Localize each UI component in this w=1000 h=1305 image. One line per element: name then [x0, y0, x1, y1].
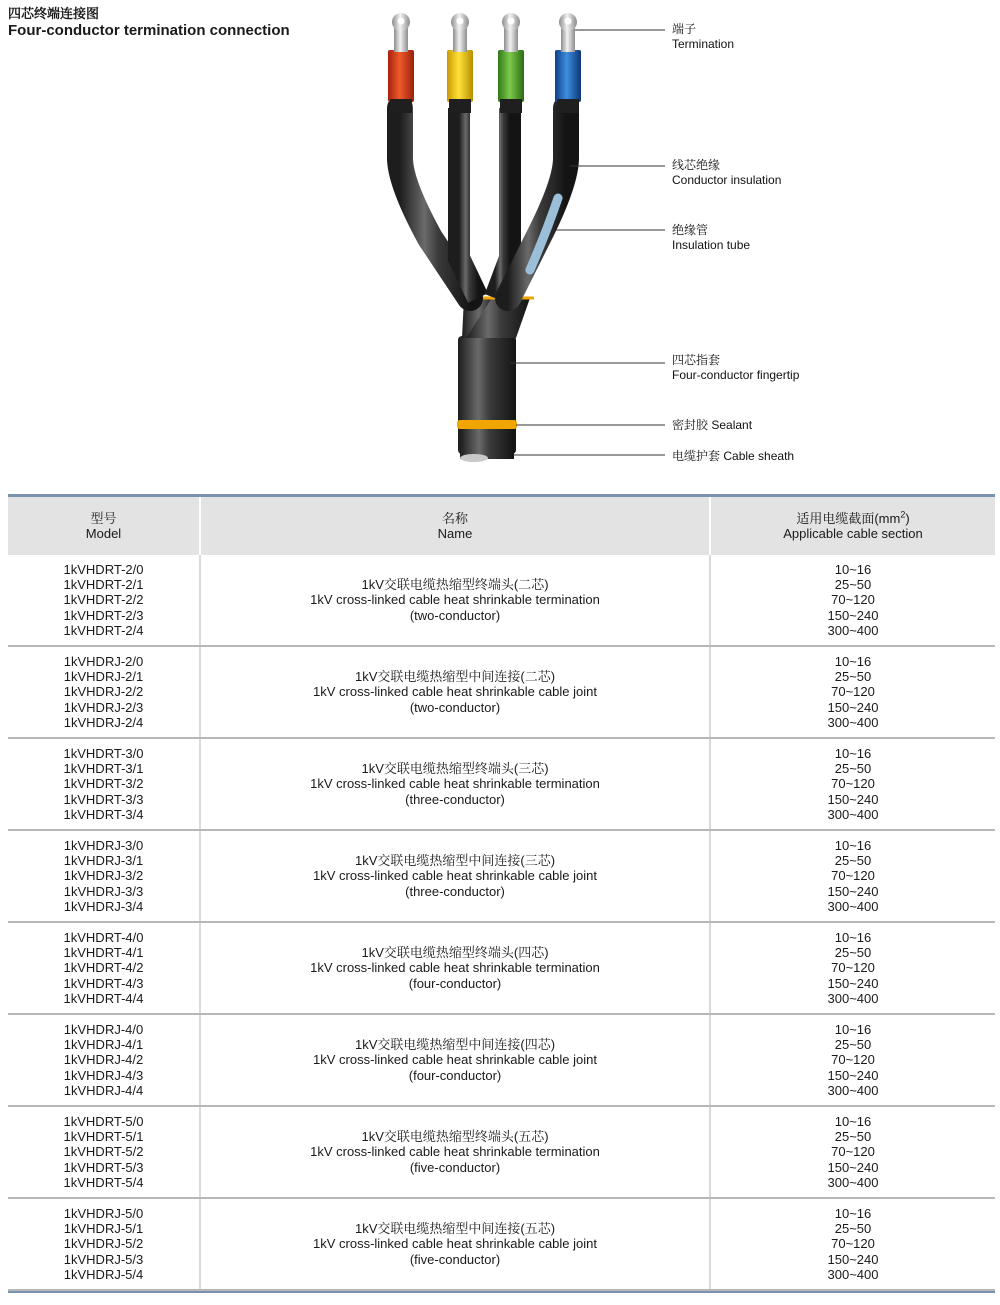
table-header-row [8, 497, 995, 555]
phase-sleeve-red [388, 50, 414, 102]
model-code: 1kVHDRT-4/0 [63, 929, 144, 945]
product-name-note: (two-conductor) [409, 699, 501, 715]
cable-section-value: 70~120 [831, 868, 875, 884]
model-code: 1kVHDRJ-2/2 [63, 684, 144, 700]
header-section-en: Applicable cable section [783, 526, 923, 541]
model-code: 1kVHDRJ-4/2 [63, 1052, 144, 1068]
cell-models [8, 646, 200, 738]
page-title-zh: 四芯终端连接图 [8, 6, 100, 21]
product-name-zh: 1kV交联电缆热缩型终端头(二芯) [361, 577, 549, 593]
product-name-zh: 1kV交联电缆热缩型中间连接(三芯) [354, 853, 556, 869]
cable-section-value: 150~240 [827, 1067, 879, 1083]
model-code: 1kVHDRT-2/4 [63, 622, 144, 638]
cable-section-value: 25~50 [834, 1221, 872, 1237]
cable-sheath-cut [460, 454, 488, 462]
table-row [8, 922, 995, 1014]
callout-cable-sheath-zh: 电缆护套 [672, 449, 721, 463]
product-name-zh: 1kV交联电缆热缩型中间连接(五芯) [354, 1221, 556, 1237]
conductor-arm-yellow [459, 108, 478, 298]
model-code: 1kVHDRJ-4/4 [63, 1082, 144, 1098]
cable-section-value: 25~50 [834, 669, 872, 685]
product-name-note: (two-conductor) [409, 607, 501, 623]
model-code: 1kVHDRJ-5/4 [63, 1266, 144, 1282]
terminal-lug-blue [559, 13, 577, 52]
cable-section-value: 10~16 [834, 1021, 872, 1037]
cable-section-value: 300~400 [827, 990, 879, 1006]
model-code: 1kVHDRT-4/2 [63, 960, 144, 976]
cell-name [200, 1106, 710, 1198]
cell-sections [710, 1198, 995, 1290]
model-code: 1kVHDRT-3/2 [63, 776, 144, 792]
callout-fingertip-zh: 四芯指套 [672, 353, 721, 367]
cable-section-value: 150~240 [827, 791, 879, 807]
callout-sealant [672, 418, 752, 433]
model-code: 1kVHDRT-2/3 [63, 607, 144, 623]
model-code: 1kVHDRT-3/0 [63, 745, 144, 761]
cell-models [8, 1014, 200, 1106]
table-row [8, 1014, 995, 1106]
callout-insulation-tube-zh: 绝缘管 [672, 223, 709, 237]
header-model-zh: 型号 [90, 511, 117, 526]
cable-section-value: 150~240 [827, 1251, 879, 1267]
cable-section-value: 300~400 [827, 714, 879, 730]
cell-sections [710, 555, 995, 646]
cell-sections [710, 1014, 995, 1106]
cable-section-value: 10~16 [834, 837, 872, 853]
product-name-zh: 1kV交联电缆热缩型终端头(三芯) [361, 761, 549, 777]
cable-section-value: 70~120 [831, 960, 875, 976]
header-name-en: Name [437, 526, 473, 541]
model-code: 1kVHDRT-3/3 [63, 791, 144, 807]
model-code: 1kVHDRT-5/0 [63, 1113, 144, 1129]
cell-models [8, 555, 200, 646]
cable-section-value: 10~16 [834, 1205, 872, 1221]
model-code: 1kVHDRT-5/4 [63, 1174, 144, 1190]
callout-fingertip-en: Four-conductor fingertip [672, 368, 800, 382]
callout-sealant-zh: 密封胶 [672, 418, 709, 432]
callout-conductor-insulation [672, 158, 781, 188]
cell-name [200, 1014, 710, 1106]
cable-section-value: 300~400 [827, 1266, 879, 1282]
table-body [8, 555, 995, 1290]
cable-section-value: 70~120 [831, 776, 875, 792]
model-code: 1kVHDRT-3/1 [63, 761, 144, 777]
cable-section-value: 150~240 [827, 883, 879, 899]
table-row [8, 738, 995, 830]
cable-section-value: 150~240 [827, 1159, 879, 1175]
cable-section-value: 25~50 [834, 853, 872, 869]
phase-sleeve-yellow [447, 50, 473, 102]
cable-section-value: 300~400 [827, 898, 879, 914]
header-name-zh: 名称 [441, 511, 468, 526]
product-name-note: (five-conductor) [409, 1251, 501, 1267]
spec-table-wrapper [8, 494, 995, 1293]
product-name-zh: 1kV交联电缆热缩型终端头(五芯) [361, 1129, 549, 1145]
product-name-en: 1kV cross-linked cable heat shrinkable termination [310, 592, 600, 608]
product-name-en: 1kV cross-linked cable heat shrinkable termination [310, 1144, 600, 1160]
model-code: 1kVHDRJ-4/1 [63, 1037, 144, 1053]
model-code: 1kVHDRJ-4/0 [63, 1021, 144, 1037]
cable-section-value: 70~120 [831, 1052, 875, 1068]
model-code: 1kVHDRT-2/0 [63, 561, 144, 577]
product-name-zh: 1kV交联电缆热缩型中间连接(二芯) [354, 669, 556, 685]
model-code: 1kVHDRJ-5/0 [63, 1205, 144, 1221]
model-code: 1kVHDRJ-3/0 [63, 837, 144, 853]
callout-insulation-tube-en: Insulation tube [672, 238, 751, 252]
callout-termination-zh: 端子 [672, 22, 697, 36]
terminal-lug-yellow [451, 13, 469, 52]
model-code: 1kVHDRT-4/3 [63, 975, 144, 991]
cable-section-value: 70~120 [831, 1144, 875, 1160]
model-code: 1kVHDRT-5/2 [63, 1144, 144, 1160]
cable-section-value: 150~240 [827, 699, 879, 715]
product-name-en: 1kV cross-linked cable heat shrinkable cable joint [313, 1052, 597, 1068]
product-name-note: (three-conductor) [405, 883, 505, 899]
model-code: 1kVHDRJ-2/1 [63, 669, 144, 685]
model-code: 1kVHDRJ-3/1 [63, 853, 144, 869]
product-name-note: (three-conductor) [405, 791, 505, 807]
cable-section-value: 150~240 [827, 607, 879, 623]
model-code: 1kVHDRJ-3/4 [63, 898, 144, 914]
model-code: 1kVHDRT-5/1 [63, 1129, 144, 1145]
header-section [710, 497, 995, 555]
header-model [8, 497, 200, 555]
cable-section-value: 300~400 [827, 1174, 879, 1190]
table-row [8, 1198, 995, 1290]
callout-conductor-insulation-zh: 线芯绝缘 [672, 158, 721, 172]
cable-termination-diagram [370, 8, 820, 468]
model-code: 1kVHDRT-3/4 [63, 806, 144, 822]
cell-name [200, 555, 710, 646]
terminal-lug-red [392, 13, 410, 52]
product-name-en: 1kV cross-linked cable heat shrinkable termination [310, 776, 600, 792]
header-section-zh-line [711, 511, 995, 526]
model-code: 1kVHDRT-4/1 [63, 945, 144, 961]
table-row [8, 646, 995, 738]
model-code: 1kVHDRJ-2/4 [63, 714, 144, 730]
cell-sections [710, 1106, 995, 1198]
spec-table [8, 497, 995, 1291]
cell-name [200, 646, 710, 738]
callout-insulation-tube [672, 223, 750, 253]
product-name-en: 1kV cross-linked cable heat shrinkable termination [310, 960, 600, 976]
table-row [8, 1106, 995, 1198]
callout-sealant-en: Sealant [711, 418, 753, 432]
product-name-note: (four-conductor) [408, 975, 502, 991]
cell-models [8, 738, 200, 830]
page-title-block [8, 6, 290, 40]
callout-cable-sheath-en: Cable sheath [723, 449, 795, 463]
model-code: 1kVHDRJ-3/3 [63, 883, 144, 899]
phase-sleeve-green [498, 50, 524, 102]
cell-name [200, 1198, 710, 1290]
cell-models [8, 1106, 200, 1198]
cell-sections [710, 738, 995, 830]
cable-section-value: 10~16 [834, 929, 872, 945]
product-name-en: 1kV cross-linked cable heat shrinkable cable joint [313, 1236, 597, 1252]
cell-sections [710, 922, 995, 1014]
cable-section-value: 70~120 [831, 592, 875, 608]
cable-section-value: 70~120 [831, 684, 875, 700]
cell-name [200, 738, 710, 830]
cable-section-value: 10~16 [834, 561, 872, 577]
model-code: 1kVHDRJ-5/2 [63, 1236, 144, 1252]
header-name [200, 497, 710, 555]
model-code: 1kVHDRJ-2/3 [63, 699, 144, 715]
page-title-en: Four-conductor termination connection [8, 22, 290, 39]
cable-section-value: 25~50 [834, 1129, 872, 1145]
model-code: 1kVHDRJ-3/2 [63, 868, 144, 884]
cell-models [8, 1198, 200, 1290]
cable-section-value: 25~50 [834, 1037, 872, 1053]
cable-section-value: 10~16 [834, 745, 872, 761]
cell-name [200, 830, 710, 922]
product-name-en: 1kV cross-linked cable heat shrinkable cable joint [313, 868, 597, 884]
model-code: 1kVHDRJ-5/1 [63, 1221, 144, 1237]
cell-models [8, 922, 200, 1014]
cable-section-value: 25~50 [834, 577, 872, 593]
product-name-note: (five-conductor) [409, 1159, 501, 1175]
phase-sleeve-blue [555, 50, 581, 102]
cable-section-value: 10~16 [834, 653, 872, 669]
callout-cable-sheath [672, 449, 794, 464]
header-model-en: Model [85, 526, 122, 541]
table-bottom-rule [8, 1291, 995, 1293]
header-section-zh: 适用电缆截面(mm [796, 511, 901, 526]
product-name-zh: 1kV交联电缆热缩型中间连接(四芯) [354, 1037, 556, 1053]
product-name-note: (four-conductor) [408, 1067, 502, 1083]
callout-conductor-insulation-en: Conductor insulation [672, 173, 782, 187]
cable-section-value: 25~50 [834, 945, 872, 961]
terminal-lug-green [502, 13, 520, 52]
cell-sections [710, 646, 995, 738]
cable-section-value: 25~50 [834, 761, 872, 777]
model-code: 1kVHDRJ-2/0 [63, 653, 144, 669]
model-code: 1kVHDRJ-4/3 [63, 1067, 144, 1083]
header-section-zh-close: ) [905, 511, 910, 526]
model-code: 1kVHDRJ-5/3 [63, 1251, 144, 1267]
callout-fingertip [672, 353, 799, 383]
cable-section-value: 300~400 [827, 806, 879, 822]
model-code: 1kVHDRT-4/4 [63, 990, 144, 1006]
cable-section-value: 150~240 [827, 975, 879, 991]
model-code: 1kVHDRT-2/2 [63, 592, 144, 608]
cell-sections [710, 830, 995, 922]
table-row [8, 555, 995, 646]
model-code: 1kVHDRT-2/1 [63, 577, 144, 593]
callout-termination [672, 22, 734, 52]
cable-section-value: 300~400 [827, 622, 879, 638]
cell-name [200, 922, 710, 1014]
model-code: 1kVHDRT-5/3 [63, 1159, 144, 1175]
cable-section-value: 10~16 [834, 1113, 872, 1129]
cell-models [8, 830, 200, 922]
product-name-en: 1kV cross-linked cable heat shrinkable cable joint [313, 684, 597, 700]
header-section-sup: 2 [900, 509, 906, 520]
callout-termination-en: Termination [672, 37, 735, 51]
table-row [8, 830, 995, 922]
cable-section-value: 70~120 [831, 1236, 875, 1252]
product-name-zh: 1kV交联电缆热缩型终端头(四芯) [361, 945, 549, 961]
cable-section-value: 300~400 [827, 1082, 879, 1098]
sealant-ring [457, 420, 517, 429]
